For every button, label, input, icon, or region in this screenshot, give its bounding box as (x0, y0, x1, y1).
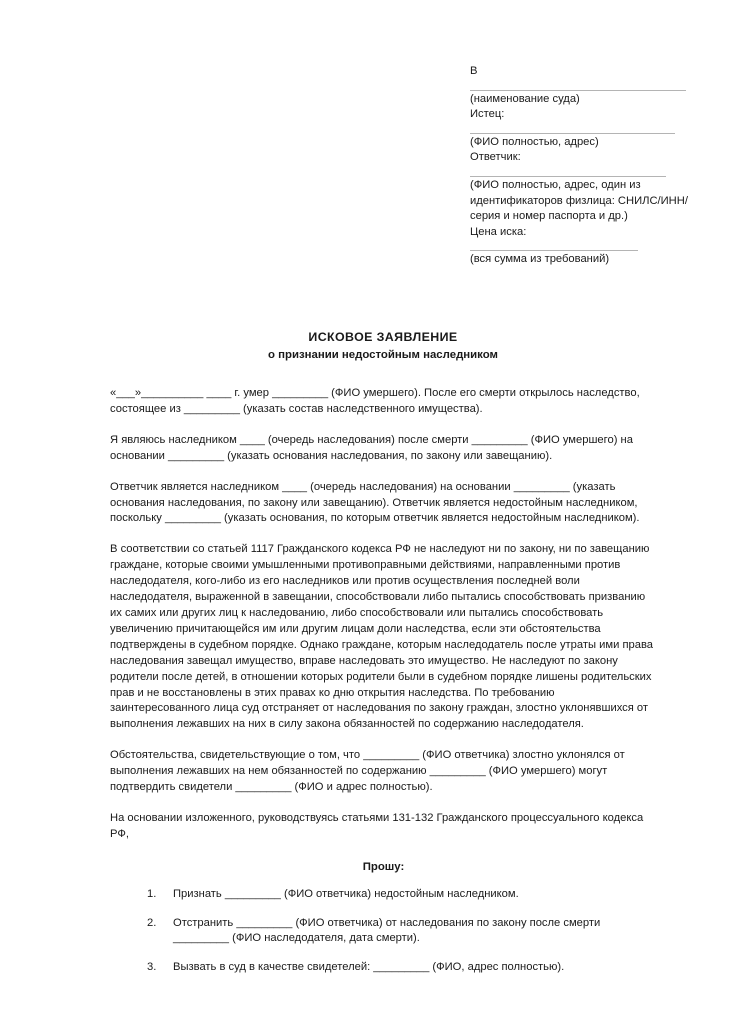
paragraph-article-1117: В соответствии со статьей 1117 Гражданского кодекса РФ не наследуют ни по закону, ни по завещанию граждане, которые своими умышленными противоправными действиями, направленными против наследодателя, кого-либо из его наследников или против осуществления последней воли наследодателя, выраженной в завещании, способствовали либо пытались способствовать призванию их самих или других лиц к наследованию, либо способствовали или пытались способствовать увеличению причитающейся им или другим лицам доли наследства, если эти обстоятельства подтверждены в судебном порядке. Однако граждане, которым наследодатель после утраты ими права наследования завещал имущество, вправе наследовать это имущество. Не наследуют по закону родители после детей, в отношении которых родители были в судебном порядке лишены родительских прав и не восстановлены в этих правах ко дню открытия наследства. По требованию заинтересованного лица суд отстраняет от наследования по закону граждан, злостно уклонявшихся от выполнения лежавших на них в силу закона обязанностей по содержанию наследодателя. (110, 543, 653, 731)
request-list (110, 887, 657, 977)
plaintiff-rule (470, 133, 675, 134)
spacer (470, 166, 688, 173)
page-title: ИСКОВОЕ ЗАЯВЛЕНИЕ (308, 330, 458, 344)
claim-price-rule (470, 250, 638, 251)
paragraph-defendant-status: Ответчик является наследником ____ (очередь наследования) на основании _________ (указать основания наследования, по закону или завещанию). Ответчик является недостойным наследником, поскольку _________ (указать основания, по которым ответчик является недостойным наследником). (110, 480, 640, 525)
spacer (470, 80, 688, 87)
court-name-rule (470, 90, 686, 91)
defendant-caption: (ФИО полностью, адрес, один из идентификаторов физлица: СНИЛС/ИНН/серия и номер паспорта и др.) (470, 178, 688, 223)
title-block (110, 330, 656, 361)
list-item: Вызвать в суд в качестве свидетелей: _________ (ФИО, адрес полностью). (173, 961, 565, 974)
claim-price-caption: (вся сумма из требований) (470, 253, 610, 266)
paragraph-inheritance-opening: «___»__________ ____ г. умер _________ (ФИО умершего). После его смерти открылось наследство, состоящее из _________ (указать состав наследственного имущества). (110, 387, 640, 415)
court-name-caption: (наименование суда) (470, 92, 580, 105)
request-heading: Прошу: (362, 860, 405, 873)
claim-price-label: Цена иска: (470, 225, 527, 238)
plaintiff-label: Истец: (470, 108, 505, 121)
paragraph-plaintiff-status: Я являюсь наследником ____ (очередь наследования) после смерти _________ (ФИО умершего) на основании _________ (указать основания наследования, по закону или завещанию). (110, 433, 633, 462)
defendant-rule (470, 176, 666, 177)
spacer (470, 240, 688, 247)
page-subtitle: о признании недостойным наследником (268, 349, 498, 361)
defendant-label: Ответчик: (470, 151, 521, 164)
paragraph-legal-basis: На основании изложенного, руководствуясь статьями 131-132 Гражданского процессуального кодекса РФ, (110, 811, 644, 840)
spacer (470, 123, 688, 130)
plaintiff-caption: (ФИО полностью, адрес) (470, 135, 599, 148)
addressed-to-label: В (470, 65, 478, 77)
document-body (110, 386, 657, 976)
paragraph-witness-circumstances: Обстоятельства, свидетельствующие о том, что _________ (ФИО ответчика) злостно уклонялся от выполнения лежавших на нем обязанностей по содержанию _________ (ФИО умершего) могут подтвердить свидетели _________ (ФИО и адрес полностью). (110, 749, 625, 794)
list-item: Отстранить _________ (ФИО ответчика) от наследования по закону после смерти _________ (ФИО наследодателя, дата смерти). (173, 916, 601, 945)
addressee-block (470, 64, 688, 268)
list-item: Признать _________ (ФИО ответчика) недостойным наследником. (173, 887, 519, 900)
